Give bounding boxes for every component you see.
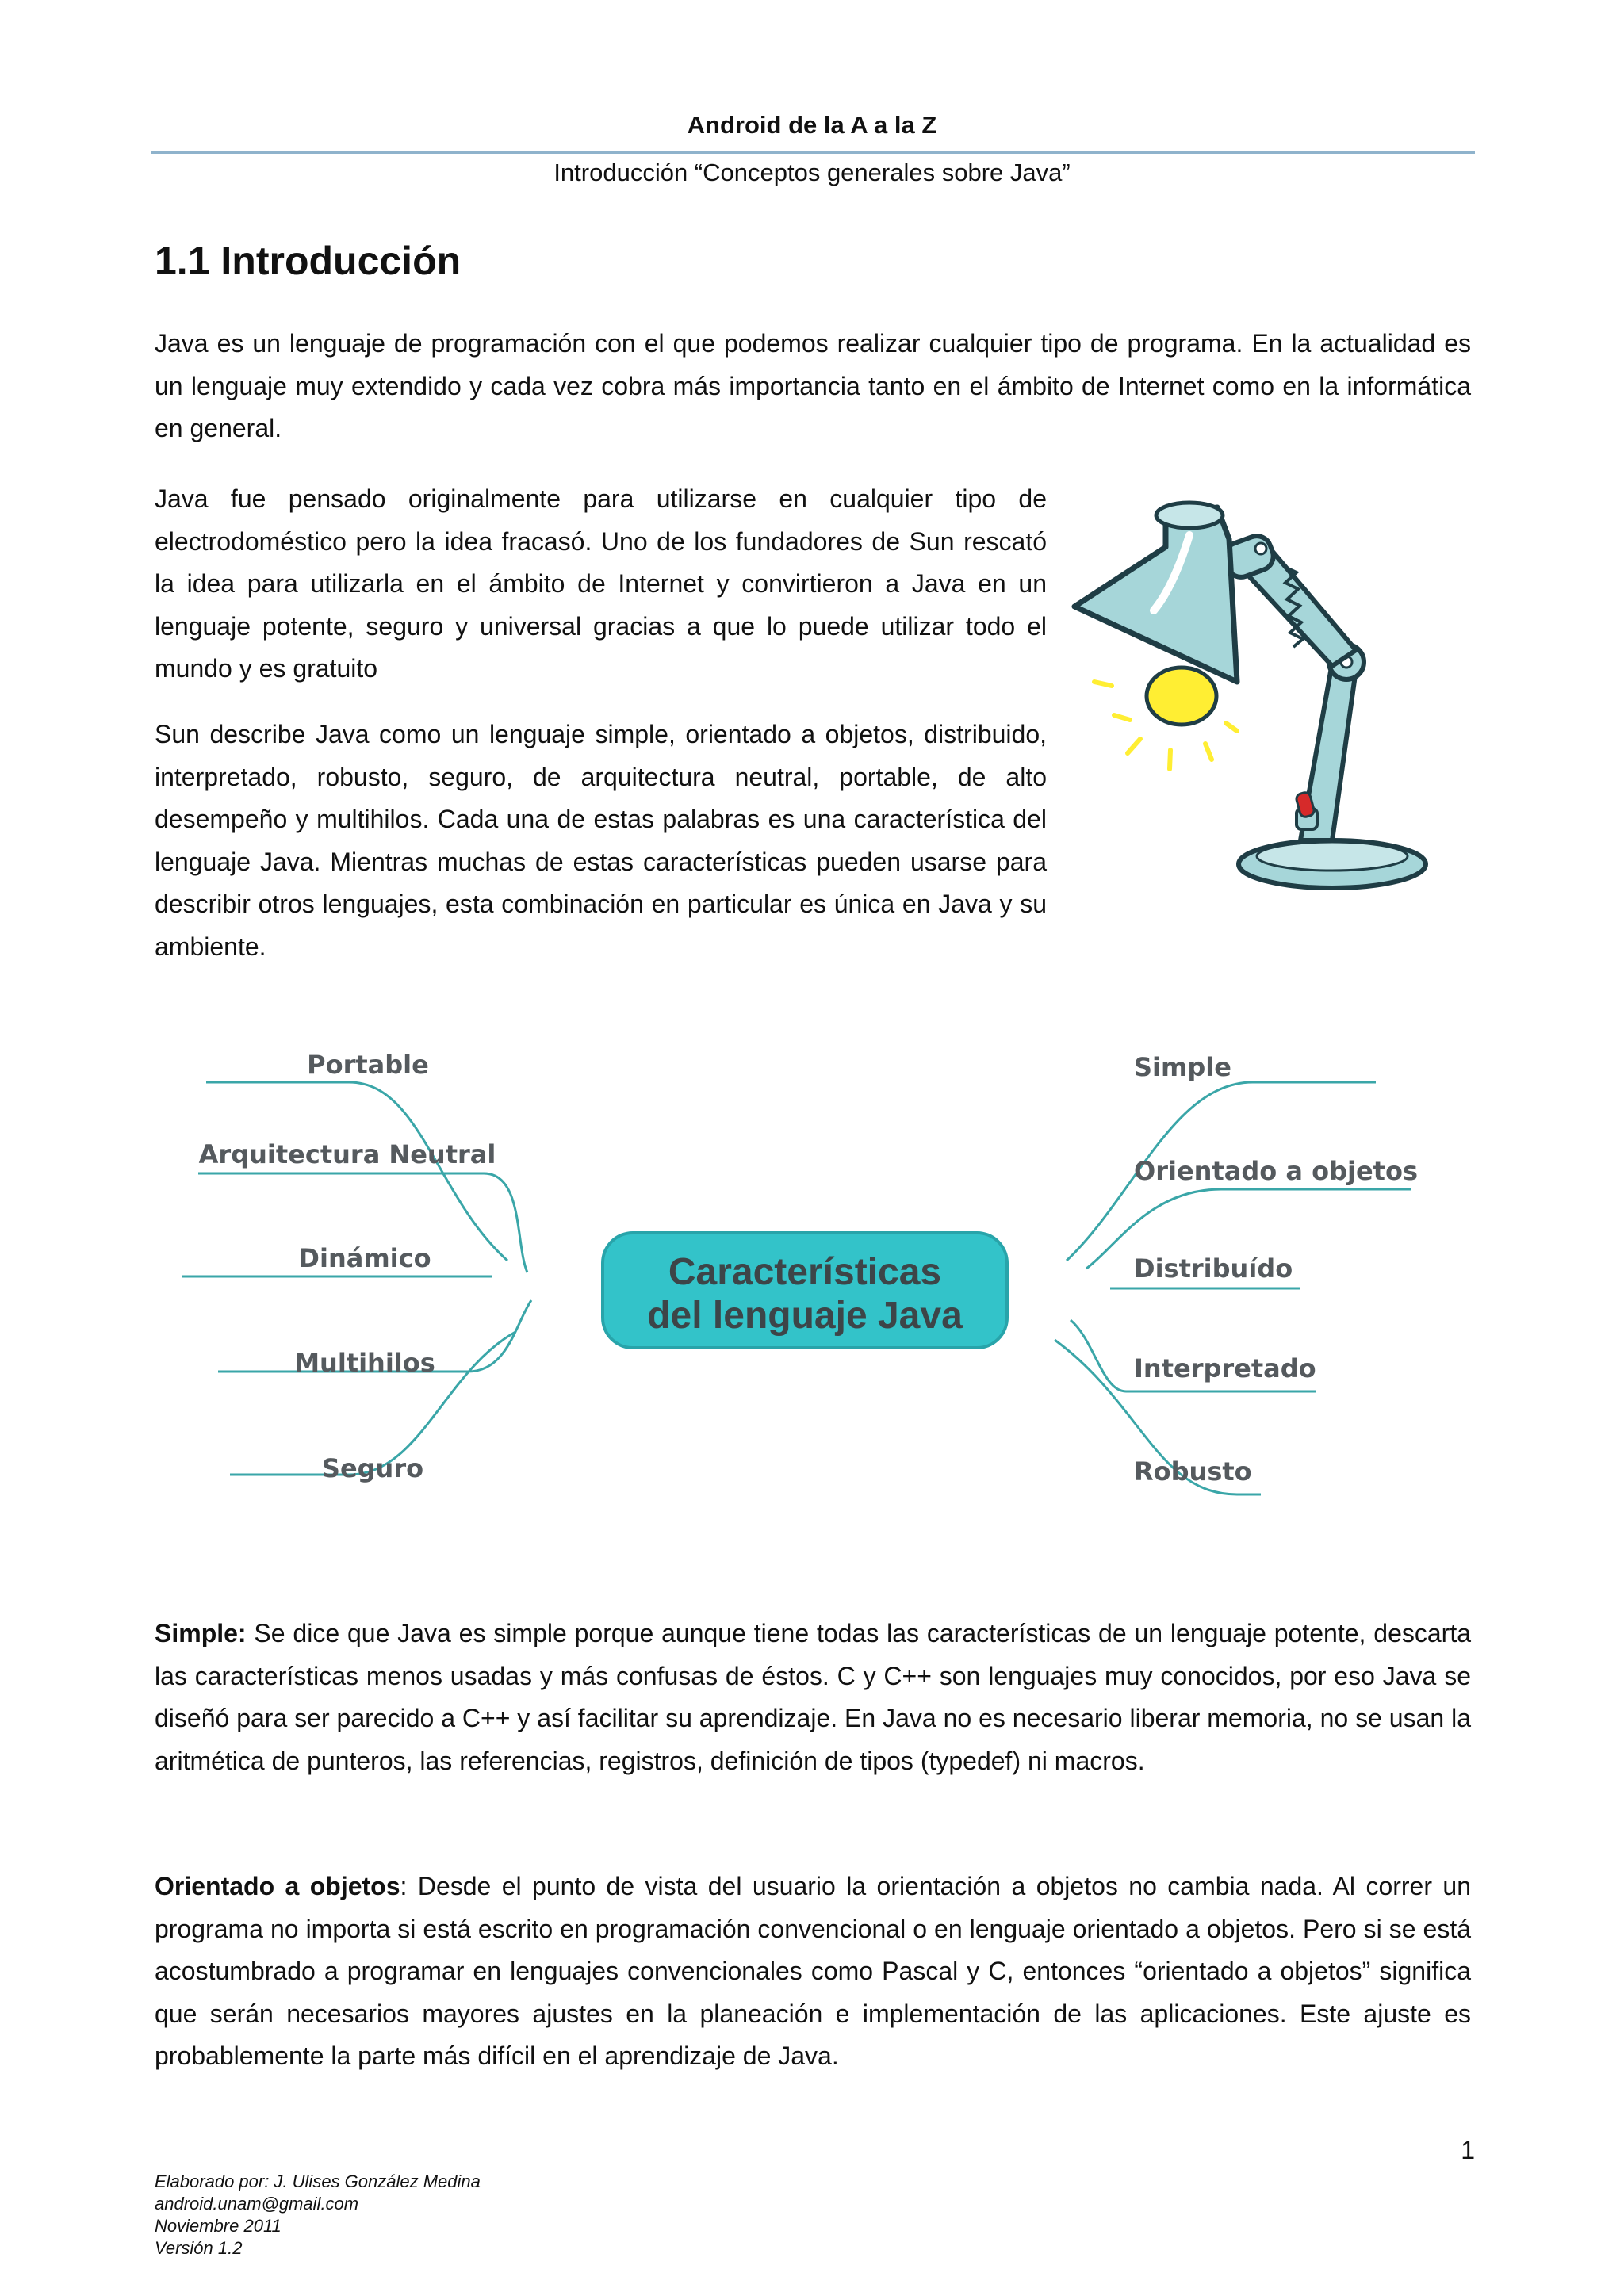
mindmap-node-portable: Portable xyxy=(307,1050,429,1080)
feature-simple-term: Simple: xyxy=(155,1619,247,1647)
footer-version: Versión 1.2 xyxy=(155,2238,243,2258)
intro-paragraph-3: Sun describe Java como un lenguaje simple, orientado a objetos, distribuido, interpretado, robusto, seguro, de arquitectura neutral, portable, de alto desempeño y multihilos. Cada una de estas palabras es una característica del lenguaje Java. Mientras muchas de estas características pueden usarse para describir otros lenguajes, esta combinación en particular es única en Java y su ambiente. xyxy=(155,720,1047,961)
mindmap-node-distribuido: Distribuído xyxy=(1134,1253,1293,1284)
footer-author: Elaborado por: J. Ulises González Medina xyxy=(155,2172,481,2191)
mindmap-node-orientado: Orientado a objetos xyxy=(1134,1156,1418,1186)
mindmap-center-line1: Características xyxy=(668,1251,942,1293)
header-subtitle: Introducción “Conceptos generales sobre Java” xyxy=(553,159,1071,186)
mindmap-center-line2: del lenguaje Java xyxy=(647,1295,963,1337)
feature-oop-text: : Desde el punto de vista del usuario la orientación a objetos no cambia nada. Al correr un programa no importa si está escrito en programación convencional o en lenguaje orientado a objetos. Pero si se está acostumbrado a programar en lenguajes convencionales como Pascal y C, entonces “orientado a objetos” significa que serán necesarios mayores ajustes en la planeación e implementación de las aplicaciones. Este ajuste es probablemente la parte más difícil en el aprendizaje de Java. xyxy=(155,1872,1472,2070)
mindmap-node-dinamico: Dinámico xyxy=(298,1243,431,1273)
desk-lamp-icon xyxy=(1071,492,1483,904)
mindmap-node-arquitectura: Arquitectura Neutral xyxy=(198,1139,496,1169)
footer-date: Noviembre 2011 xyxy=(155,2216,282,2236)
footer xyxy=(155,2171,481,2260)
header-divider xyxy=(151,151,1475,154)
feature-oop xyxy=(155,1866,1471,2078)
mindmap-node-simple: Simple xyxy=(1134,1052,1231,1082)
page-number: 1 xyxy=(1461,2136,1475,2164)
intro-paragraph-2: Java fue pensado originalmente para utilizarse en cualquier tipo de electrodoméstico pero la idea fracasó. Uno de los fundadores de Sun rescató la idea para utilizarla en el ámbito de Internet y convirtieron a Java en un lenguaje potente, seguro y universal gracias a que lo puede utilizar todo el mundo y es gratuito xyxy=(155,484,1047,683)
intro-paragraph-1: Java es un lenguaje de programación con el que podemos realizar cualquier tipo de programa. En la actualidad es un lenguaje muy extendido y cada vez cobra más importancia tanto en el ámbito de Internet como en la informática en general. xyxy=(155,329,1471,442)
header-title: Android de la A a la Z xyxy=(687,111,937,139)
feature-oop-term: Orientado a objetos xyxy=(155,1872,400,1900)
section-heading: 1.1 Introducción xyxy=(155,239,462,283)
footer-email: android.unam@gmail.com xyxy=(155,2194,359,2214)
mindmap-node-interpretado: Interpretado xyxy=(1134,1353,1316,1383)
features-mindmap xyxy=(182,1007,1467,1514)
feature-simple-text: Se dice que Java es simple porque aunque tiene todas las características de un lenguaje potente, descarta las características menos usadas y más confusas de éstos. C y C++ son lenguajes muy conocidos, por eso Java se diseñó para ser parecido a C++ y así facilitar su aprendizaje. En Java no es necesario liberar memoria, no se usan la aritmética de punteros, las referencias, registros, definición de tipos (typedef) ni macros. xyxy=(155,1619,1471,1775)
mindmap-node-seguro: Seguro xyxy=(321,1453,424,1483)
feature-simple xyxy=(155,1613,1471,1782)
mindmap-node-multihilos: Multihilos xyxy=(294,1348,435,1378)
mindmap-node-robusto: Robusto xyxy=(1134,1456,1252,1487)
